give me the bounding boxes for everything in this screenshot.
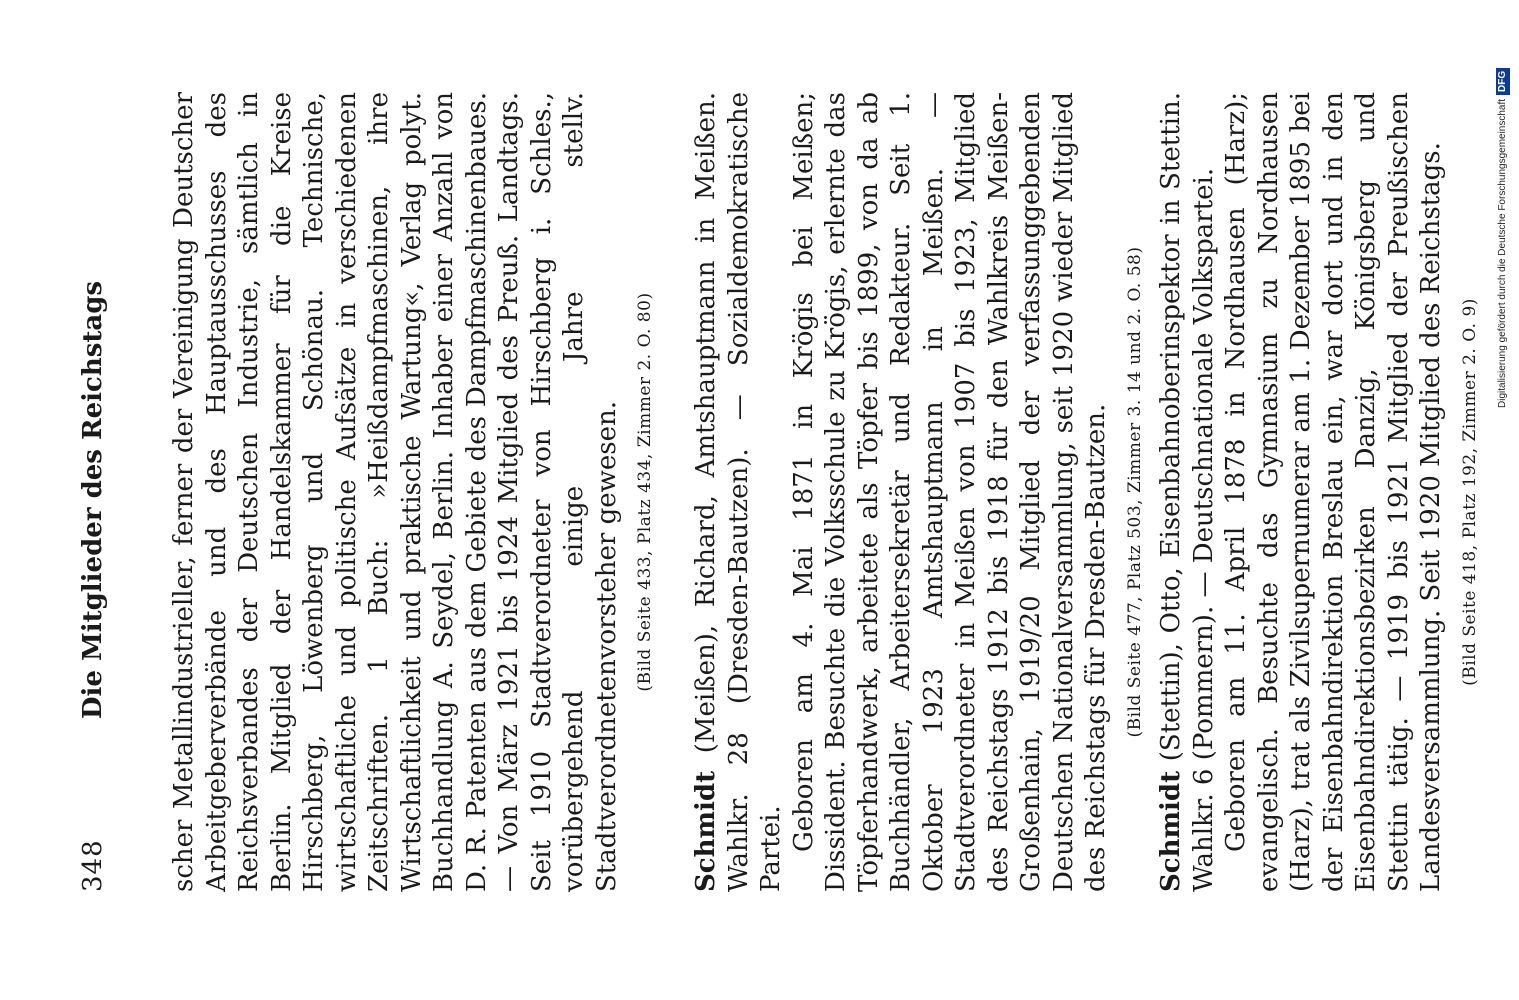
member-name: Schmidt (1156, 770, 1186, 892)
entry-heading (1155, 92, 1220, 892)
entry-heading (690, 92, 788, 892)
photo-reference: (Bild Seite 418, Platz 192, Zimmer 2. O. 9) (1459, 298, 1480, 686)
running-title: Die Mitglieder des Reichstags (78, 280, 108, 720)
page-header (0, 0, 140, 1000)
digitization-credit: Digitalisierung gefördert durch die Deutsche Forschungsgemeinschaft (1497, 98, 1508, 408)
member-name: Schmidt (691, 770, 721, 892)
entry-body: Geboren am 11. April 1878 in Nordhausen (Harz); evangelisch. Besuchte das Gymnasium zu Nordhausen (Harz), trat als Zivilsupernumerar am 1. Dezember 1895 bei der Eisenbahndirektion Breslau ein, war dort und in den Eisenbahndirektionsbezirken Danzig, Königsberg und Stettin tätig. — 1919 bis 1921 Mitglied der Preußischen Landesversammlung. Seit 1920 Mitglied des Reichstags. (1221, 92, 1446, 892)
entry-schmidt-meissen (690, 92, 1145, 892)
dfg-logo: DFG (1496, 68, 1510, 95)
member-details: (Stettin), Otto, Eisenbahnoberinspektor in Stettin. Wahlkr. 6 (Pommern). — Deutschnationale Volkspartei. (1156, 92, 1219, 892)
entry-schmidt-stettin (1155, 92, 1480, 892)
photo-reference: (Bild Seite 433, Platz 434, Zimmer 2. O. 80) (635, 292, 655, 692)
digitization-note (1490, 8, 1516, 408)
entry-continuation (168, 92, 655, 892)
entry-body: scher Metallindustrieller, ferner der Vereinigung Deutscher Arbeitgeberverbände und des Hauptausschusses des Reichsverbandes der Deutschen Industrie, sämtlich in Berlin. Mitglied der Handelskammer für die Kreise Hirschberg, Löwenberg und Schönau. Technische, wirtschaftliche und politische Aufsätze in verschiedenen Zeitschriften. 1 Buch: »Heißdampfmaschinen, ihre Wirtschaftlichkeit und praktische Wartung«, Verlag polyt. Buchhandlung A. Seydel, Berlin. Inhaber einer Anzahl von D. R. Patenten aus dem Gebiete des Dampfmaschinenbaues. — Von März 1921 bis 1924 Mitglied des Preuß. Landtags. Seit 1910 Stadtverordneter von Hirschberg i. Schles., vorübergehend einige Jahre stellv. Stadtverordnetenvorsteher gewesen. (169, 92, 622, 892)
photo-reference: (Bild Seite 477, Platz 503, Zimmer 3. 14 und 2. O. 58) (1124, 246, 1145, 738)
page-number: 348 (78, 839, 108, 892)
entry-body: Geboren am 4. Mai 1871 in Krögis bei Meißen; Dissident. Besuchte die Volksschule zu Krögis, erlernte das Töpferhandwerk, arbeitete als Töpfer bis 1899, von da ab Buchhändler, Arbeitersekretär und Redakteur. Seit 1. Oktober 1923 Amtshauptmann in Meißen. — Stadtverordneter in Meißen von 1907 bis 1923, Mitglied des Reichstags 1912 bis 1918 für den Wahlkreis Meißen-Großenhain, 1919/20 Mitglied der verfassunggebenden Deutschen Nationalversammlung, seit 1920 wieder Mitglied des Reichstags für Dresden-Bautzen. (788, 92, 1111, 892)
member-details: (Meißen), Richard, Amtshauptmann in Meißen. Wahlkr. 28 (Dresden-Bautzen). — Sozialdemokratische Partei. (691, 92, 786, 892)
